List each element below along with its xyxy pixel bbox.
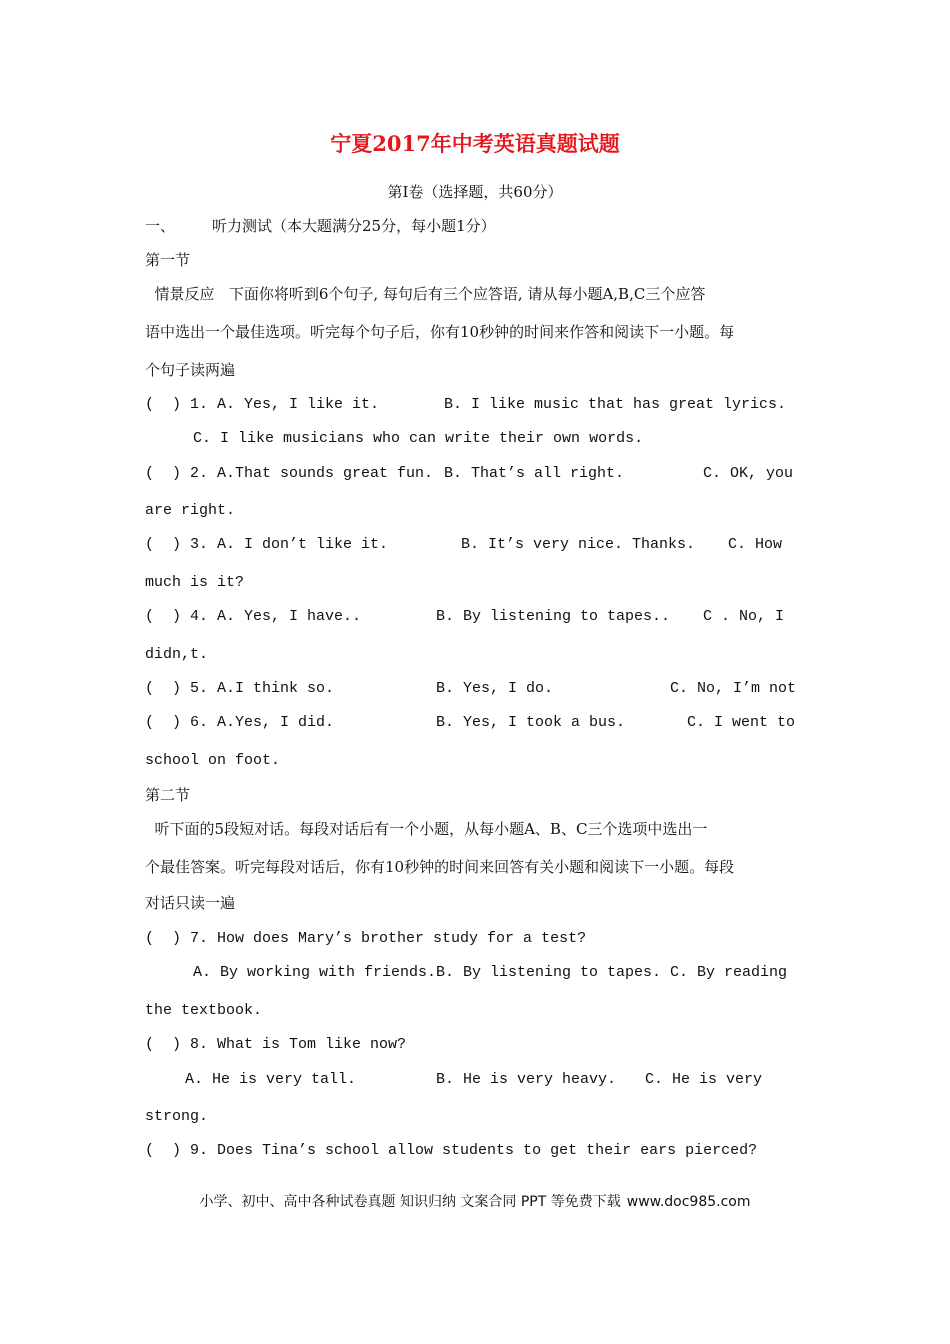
question-9-stem: ( ) 9. Does Tina’s school allow students to get their ears pierced? [145,1142,758,1159]
question-4-option-a: ( ) 4. A. Yes, I have.. [145,608,362,625]
question-7-continuation: the textbook. [145,1002,263,1019]
question-3-option-a: ( ) 3. A. I don’t like it. [145,536,389,553]
question-8-option-a: A. He is very tall. [185,1071,357,1088]
section-number: 一、 [145,217,176,235]
question-2-option-a: ( ) 2. A.That sounds great fun. [145,465,434,482]
question-4-continuation: didn,t. [145,646,209,663]
question-7-option-c: C. By reading [670,964,788,981]
instructions-line: 语中选出一个最佳选项。听完每个句子后，你有10秒钟的时间来作答和阅读下一小题。每 [145,323,735,341]
question-1-option-a: ( ) 1. A. Yes, I like it. [145,396,380,413]
question-1-option-c: C. I like musicians who can write their own words. [193,430,644,447]
question-6-continuation: school on foot. [145,752,281,769]
question-7-stem: ( ) 7. How does Mary’s brother study for a test? [145,930,587,947]
instructions-line: 个最佳答案。听完每段对话后，你有10秒钟的时间来回答有关小题和阅读下一小题。每段 [145,858,735,876]
page-title: 宁夏2017年中考英语真题试题 [330,131,620,156]
question-7-option-b: B. By listening to tapes. [436,964,662,981]
question-8-option-c: C. He is very [645,1071,763,1088]
instructions-line: 个句子读两遍 [145,361,236,379]
question-5-option-b: B. Yes, I do. [436,680,554,697]
question-3-option-b: B. It’s very nice. Thanks. [461,536,696,553]
question-7-option-a: A. By working with friends. [193,964,437,981]
question-2-continuation: are right. [145,502,236,519]
part-one-label: 第一节 [145,251,191,269]
footer-text: 小学、初中、高中各种试卷真题 知识归纳 文案合同 PPT 等免费下载 [199,1194,621,1210]
paper-subtitle: 第Ⅰ卷（选择题，共60分） [387,183,563,201]
question-2-option-c: C. OK, you [703,465,794,482]
question-3-option-c: C. How [728,536,783,553]
question-6-option-c: C. I went to [687,714,796,731]
page-footer [0,1191,950,1211]
question-4-option-c: C . No, I [703,608,785,625]
question-4-option-b: B. By listening to tapes.. [436,608,671,625]
question-8-stem: ( ) 8. What is Tom like now? [145,1036,407,1053]
question-6-option-b: B. Yes, I took a bus. [436,714,626,731]
question-5-option-a: ( ) 5. A.I think so. [145,680,335,697]
instructions-line: 听下面的5段短对话。每段对话后有一个小题，从每小题A、B、C三个选项中选出一 [145,820,708,838]
part-two-label: 第二节 [145,786,191,804]
question-2-option-b: B. That’s all right. [444,465,625,482]
section-heading: 听力测试（本大题满分25分，每小题1分） [212,217,496,235]
question-8-continuation: strong. [145,1108,209,1125]
footer-link[interactable]: www.doc985.com [626,1194,751,1210]
question-6-option-a: ( ) 6. A.Yes, I did. [145,714,335,731]
question-8-option-b: B. He is very heavy. [436,1071,617,1088]
question-1-option-b: B. I like music that has great lyrics. [444,396,787,413]
question-3-continuation: much is it? [145,574,245,591]
instructions-line: 情景反应 下面你将听到6个句子, 每句后有三个应答语, 请从每小题A,B,C三个应答 [145,285,706,303]
instructions-line: 对话只读一遍 [145,894,236,912]
question-5-option-c: C. No, I’m not [670,680,797,697]
